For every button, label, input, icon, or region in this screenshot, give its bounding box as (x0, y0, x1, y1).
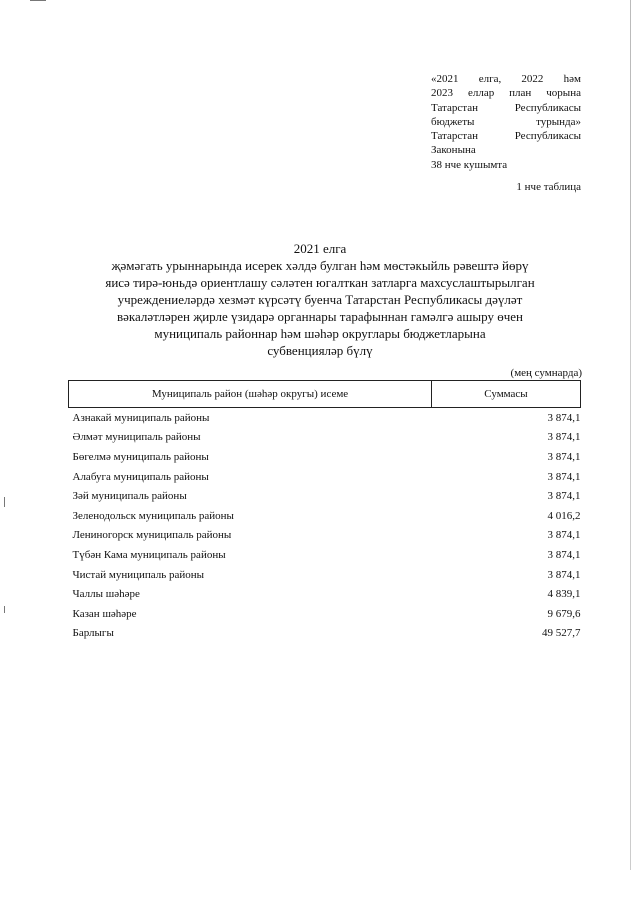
approval-word: чорына (546, 87, 581, 100)
subvention-amount: 3 874,1 (547, 431, 581, 444)
scan-speck (4, 606, 5, 613)
scan-speck (4, 497, 5, 507)
title-line: вәкаләтләрен җирле үзидарә органнары тарафыннан гамәлгә ашыру өчен (116, 309, 524, 324)
approval-word: 2023 (431, 87, 453, 100)
approval-line (431, 143, 581, 157)
table-number: 1 нче таблица (516, 181, 581, 193)
subvention-amount: 3 874,1 (547, 548, 581, 561)
table-row (69, 467, 581, 487)
header-amount: Суммасы (432, 381, 581, 408)
municipality-name: Чаллы шәһәре (72, 588, 140, 601)
approval-reference (431, 72, 581, 172)
approval-word: Законына (431, 144, 476, 157)
municipality-name: Азнакай муниципаль районы (72, 411, 210, 424)
table-row (69, 447, 581, 467)
subvention-amount: 3 874,1 (547, 450, 581, 463)
approval-word: Татарстан (431, 101, 478, 114)
subvention-amount: 3 874,1 (547, 411, 581, 424)
municipality-name: Казан шәһәре (72, 607, 137, 620)
subvention-amount: 3 874,1 (547, 568, 581, 581)
title-year: 2021 елга (293, 241, 347, 256)
scan-edge-line-lower (630, 300, 631, 870)
municipality-name: Лениногорск муниципаль районы (72, 529, 232, 542)
title-line: яисә тирә-юньдә ориентлашу сәләтен югалткан затларга махсуслаштырылган (105, 275, 535, 290)
municipality-name: Әлмәт муниципаль районы (72, 431, 201, 444)
table-row (69, 428, 581, 448)
scan-speck (30, 0, 46, 1)
approval-word: елга, (478, 73, 502, 85)
subvention-amount: 4 016,2 (547, 509, 581, 522)
title-line: җәмәгать урыннарында исерек хәлдә булган һәм мөстәкыйль рәвештә йөрү (111, 258, 529, 273)
subvention-amount: 9 679,6 (547, 607, 581, 620)
title-line: учреждениеләрдә хезмәт күрсәтү буенча Татарстан Республикасы дәүләт (117, 292, 523, 307)
approval-line (431, 129, 581, 143)
table-row (69, 408, 581, 428)
approval-word: бюджеты (431, 115, 475, 128)
approval-word: Республикасы (514, 101, 581, 114)
municipality-name: Зеленодольск муниципаль районы (72, 509, 234, 522)
header-municipality: Муниципаль район (шәһәр округы) исеме (69, 381, 432, 408)
subvention-amount: 3 874,1 (547, 529, 581, 542)
subvention-amount: 4 839,1 (547, 588, 581, 601)
subvention-table (68, 380, 581, 643)
approval-word: турында» (536, 115, 581, 128)
approval-word: план (509, 87, 532, 100)
subvention-amount: 3 874,1 (547, 470, 581, 483)
municipality-name: Түбән Кама муниципаль районы (72, 548, 226, 561)
approval-word: Татарстан (431, 130, 478, 143)
municipality-name: Алабуга муниципаль районы (72, 470, 209, 483)
approval-line (431, 101, 581, 115)
units-note: (мең сумнарда) (510, 367, 582, 379)
table-row (69, 565, 581, 585)
title-line: муниципаль районнар һәм шәһәр округлары бюджетларына (154, 326, 486, 341)
approval-word: 2022 (521, 73, 544, 85)
scan-edge-line (630, 0, 631, 300)
approval-line (431, 115, 581, 129)
table-row (69, 506, 581, 526)
table-body (69, 408, 581, 644)
table-row (69, 584, 581, 604)
table-row (69, 604, 581, 624)
approval-line (431, 86, 581, 100)
municipality-name: Зәй муниципаль районы (72, 490, 187, 503)
table-row (69, 545, 581, 565)
table-header-row (69, 381, 581, 408)
approval-word: «2021 (431, 73, 459, 85)
subvention-amount: 3 874,1 (547, 490, 581, 503)
title-line: субвенцияләр бүлү (267, 343, 373, 358)
approval-word: 38 нче кушымта (431, 158, 508, 171)
table-row (69, 486, 581, 506)
municipality-name: Бөгелмә муниципаль районы (72, 450, 209, 463)
approval-word: һәм (563, 73, 581, 85)
approval-line (431, 158, 581, 172)
table-row (69, 624, 581, 644)
municipality-name: Чистай муниципаль районы (72, 568, 205, 581)
table-row (69, 526, 581, 546)
municipality-name: Барлыгы (72, 627, 114, 640)
approval-word: Республикасы (514, 130, 581, 143)
approval-line (431, 72, 581, 86)
approval-word: еллар (467, 87, 495, 100)
subvention-amount: 49 527,7 (542, 627, 581, 640)
document-title (100, 240, 540, 359)
